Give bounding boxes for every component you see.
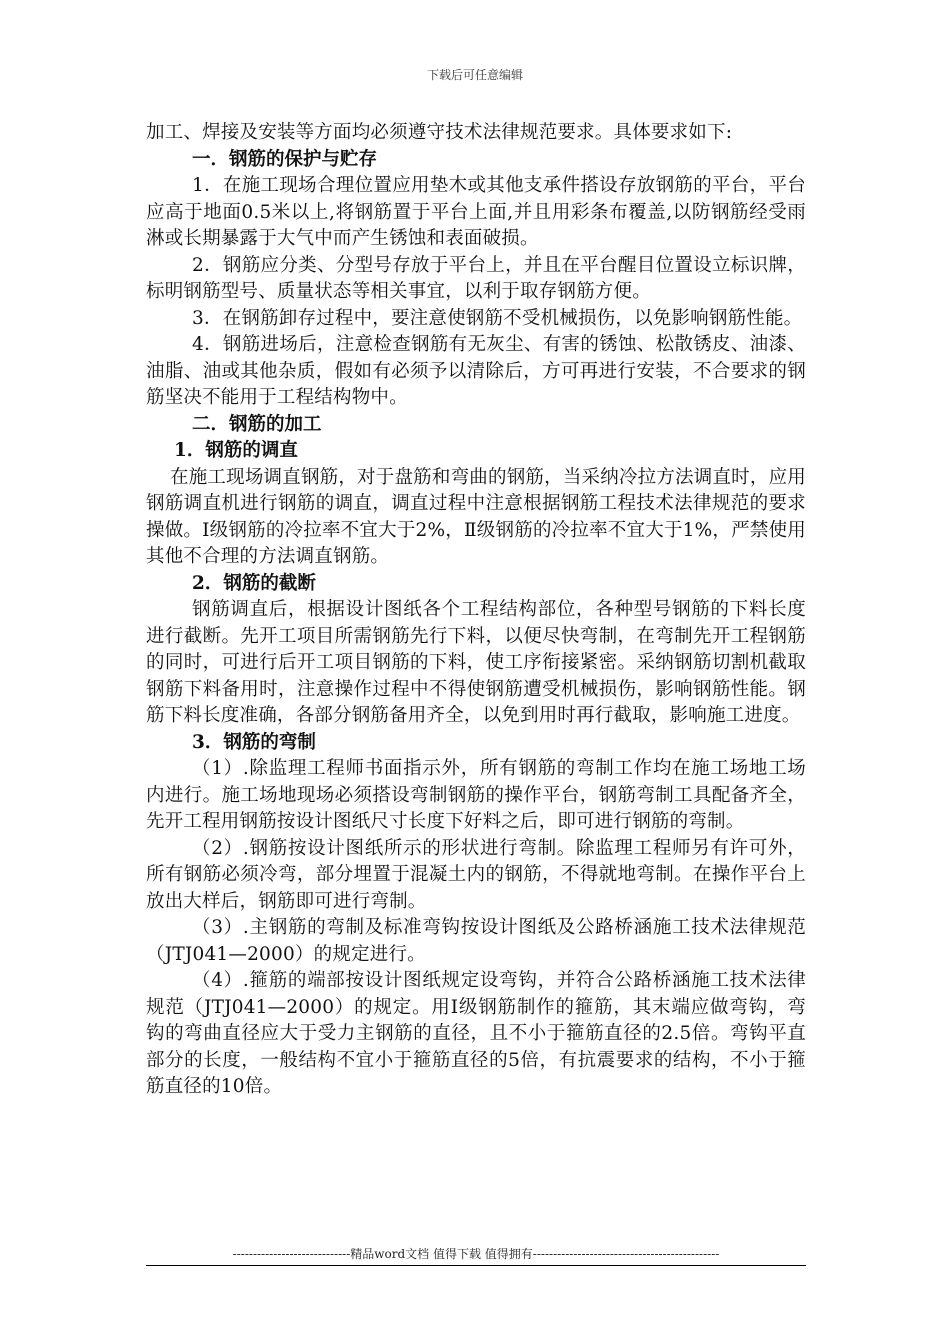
subsection-3-paragraph-4: （4）.箍筋的端部按设计图纸规定设弯钩，并符合公路桥涵施工技术法律规范（JTJ041—2000）的规定。用Ⅰ级钢筋制作的箍筋，其末端应做弯钩，弯钩的弯曲直径应大于受力主钢筋的直径，且不小于箍筋直径的2.5倍。弯钩平直部分的长度，一般结构不宜小于箍筋直径的5倍，有抗震要求的结构，不小于箍筋直径的10倍。 [146,970,806,1097]
section-1-paragraph-1: 1．在施工现场合理位置应用垫木或其他支承件搭设存放钢筋的平台，平台应高于地面0.5米以上,将钢筋置于平台上面,并且用彩条布覆盖,以防钢筋经受雨淋或长期暴露于大气中而产生锈蚀和表面破损。 [146,175,806,249]
section-1-heading: 一．钢筋的保护与贮存 [192,148,378,170]
subsection-3-paragraph-1: （1）.除监理工程师书面指示外，所有钢筋的弯制工作均在施工场地工场内进行。施工场地现场必须搭设弯制钢筋的操作平台，钢筋弯制工具配备齐全，先开工程用钢筋按设计图纸尺寸长度下好料之后，即可进行钢筋的弯制。 [146,758,806,832]
document-body [146,120,806,1101]
subsection-3-heading: 3．钢筋的弯制 [192,731,316,753]
subsection-2-heading: 2．钢筋的截断 [192,572,316,594]
intro-paragraph: 加工、焊接及安装等方面均必须遵守技术法律规范要求。具体要求如下: [146,122,733,143]
section-2-heading: 二．钢筋的加工 [192,413,322,435]
section-1-paragraph-3: 3．在钢筋卸存过程中，要注意使钢筋不受机械损伤，以免影响钢筋性能。 [192,307,803,329]
page-footer: -----------------------------精品word文档 值得下载 值得拥有---------------------------------------------- [232,1247,720,1261]
subsection-3-paragraph-2: （2）.钢筋按设计图纸所示的形状进行弯制。除监理工程师另有许可外，所有钢筋必须冷弯，部分埋置于混凝土内的钢筋，不得就地弯制。在操作平台上放出大样后，钢筋即可进行弯制。 [146,837,806,912]
subsection-1-paragraph: 在施工现场调直钢筋，对于盘筋和弯曲的钢筋，当采纳冷拉方法调直时，应用钢筋调直机进行钢筋的调直，调直过程中注意根据钢筋工程技术法律规范的要求操做。Ⅰ级钢筋的冷拉率不宜大于2%，Ⅱ级钢筋的冷拉率不宜大于1%，严禁使用其他不合理的方法调直钢筋。 [146,466,806,567]
page-header: 下载后可任意编辑 [426,68,523,82]
section-1-paragraph-2: 2．钢筋应分类、分型号存放于平台上，并且在平台醒目位置设立标识牌，标明钢筋型号、质量状态等相关事宜，以利于取存钢筋方便。 [146,254,806,302]
subsection-2-paragraph: 钢筋调直后，根据设计图纸各个工程结构部位，各种型号钢筋的下料长度进行截断。先开工项目所需钢筋先行下料，以便尽快弯制，在弯制先开工程钢筋的同时，可进行后开工项目钢筋的下料，使工序衔接紧密。采纳钢筋切割机截取钢筋下料备用时，注意操作过程中不得使钢筋遭受机械损伤，影响钢筋性能。钢筋下料长度准确，各部分钢筋备用齐全，以免到用时再行截取，影响施工进度。 [146,599,806,726]
section-1-paragraph-4: 4．钢筋进场后，注意检查钢筋有无灰尘、有害的锈蚀、松散锈皮、油漆、油脂、油或其他杂质，假如有必须予以清除后，方可再进行安装，不合要求的钢筋坚决不能用于工程结构物中。 [146,334,806,408]
subsection-1-heading: 1．钢筋的调直 [174,440,298,461]
footer-divider [146,1265,806,1266]
subsection-3-paragraph-3: （3）.主钢筋的弯制及标准弯钩按设计图纸及公路桥涵施工技术法律规范（JTJ041—2000）的规定进行。 [146,917,806,965]
